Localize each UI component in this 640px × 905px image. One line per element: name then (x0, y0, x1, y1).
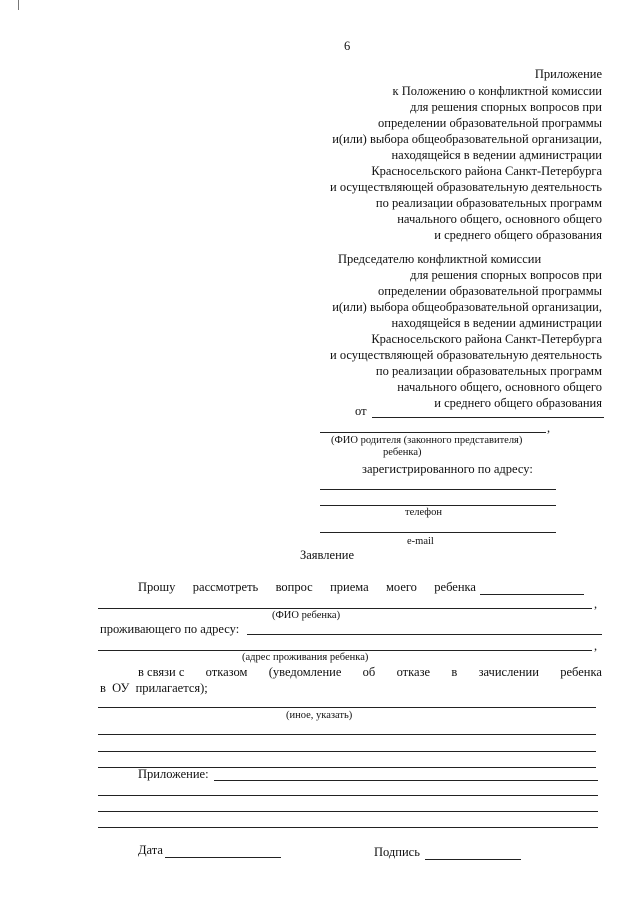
reason-word: об (362, 665, 376, 679)
date-input-line[interactable] (165, 857, 281, 858)
residence-input-line-2[interactable] (98, 650, 592, 651)
appendix-title: Приложение (534, 67, 602, 81)
reason-word: в связи с (138, 665, 185, 679)
appendix-line: и осуществляющей образовательную деятельность (330, 180, 602, 194)
signature-input-line[interactable] (425, 859, 521, 860)
addressee-line: начального общего, основного общего (397, 380, 602, 394)
addressee-line: и среднего общего образования (434, 396, 602, 410)
page-number: 6 (344, 39, 351, 53)
addressee-line: находящейся в ведении администрации (391, 316, 602, 330)
attachment-input-line-2[interactable] (98, 795, 598, 796)
reason-word: зачислении (478, 665, 539, 679)
appendix-line: и(или) выбора общеобразовательной организации, (332, 132, 602, 146)
appendix-line: для решения спорных вопросов при (410, 100, 602, 114)
other-input-line-2[interactable] (98, 734, 596, 735)
addressee-line: и осуществляющей образовательную деятельность (330, 348, 602, 362)
addressee-title: Председателю конфликтной комиссии (338, 252, 542, 266)
address-input-line[interactable] (320, 489, 556, 490)
email-label: e-mail (407, 536, 434, 547)
signature-label: Подпись (374, 845, 420, 859)
addressee-line: для решения спорных вопросов при (410, 268, 602, 282)
request-word: рассмотреть (192, 580, 259, 594)
from-label: от (355, 404, 367, 418)
request-word: приема (330, 580, 369, 594)
child-fio-comma: , (594, 597, 598, 611)
other-hint: (иное, указать) (286, 710, 353, 721)
appendix-line: по реализации образовательных программ (375, 196, 602, 210)
reason-word: отказе (396, 665, 431, 679)
request-word: ребенка (434, 580, 476, 594)
child-fio-input-line-2[interactable] (98, 608, 592, 609)
statement-title: Заявление (300, 548, 355, 562)
date-label: Дата (138, 843, 163, 857)
residence-hint: (адрес проживания ребенка) (242, 652, 369, 663)
other-input-line-3[interactable] (98, 751, 596, 752)
reason-line-2: в ОУ прилагается); (100, 681, 208, 695)
attachment-input-line[interactable] (214, 780, 598, 781)
from-input-line-2[interactable] (320, 432, 546, 433)
page-corner-mark (0, 0, 19, 10)
from-comma: , (547, 421, 551, 435)
reason-word: отказом (205, 665, 248, 679)
residence-input-line[interactable] (247, 634, 602, 635)
residence-comma: , (594, 639, 598, 653)
parent-fio-hint: (ФИО родителя (законного представителя) (331, 435, 523, 446)
attachment-input-line-4[interactable] (98, 827, 598, 828)
reason-line (138, 666, 602, 679)
address-input-line-2[interactable] (320, 505, 556, 506)
child-fio-input-line[interactable] (480, 594, 584, 595)
addressee-line: и(или) выбора общеобразовательной организации, (332, 300, 602, 314)
phone-input-line[interactable] (320, 532, 556, 533)
request-word: моего (386, 580, 417, 594)
address-label: зарегистрированного по адресу: (362, 462, 533, 476)
appendix-line: начального общего, основного общего (397, 212, 602, 226)
addressee-line: по реализации образовательных программ (375, 364, 602, 378)
reason-word: в (451, 665, 458, 679)
attachment-label: Приложение: (138, 767, 209, 781)
residence-label: проживающего по адресу: (100, 622, 240, 636)
appendix-line: находящейся в ведении администрации (391, 148, 602, 162)
reason-word: ребенка (560, 665, 602, 679)
other-input-line[interactable] (98, 707, 596, 708)
appendix-line: определении образовательной программы (378, 116, 602, 130)
addressee-line: определении образовательной программы (378, 284, 602, 298)
request-word: Прошу (138, 580, 176, 594)
from-input-line[interactable] (372, 417, 604, 418)
appendix-line: к Положению о конфликтной комиссии (392, 84, 602, 98)
appendix-line: и среднего общего образования (434, 228, 602, 242)
attachment-input-line-3[interactable] (98, 811, 598, 812)
request-line (138, 581, 476, 594)
addressee-line: Красносельского района Санкт-Петербурга (371, 332, 602, 346)
request-word: вопрос (275, 580, 313, 594)
reason-word: (уведомление (268, 665, 342, 679)
parent-fio-hint-2: ребенка) (383, 447, 422, 458)
phone-label: телефон (405, 507, 442, 518)
appendix-line: Красносельского района Санкт-Петербурга (371, 164, 602, 178)
child-fio-hint: (ФИО ребенка) (272, 610, 341, 621)
